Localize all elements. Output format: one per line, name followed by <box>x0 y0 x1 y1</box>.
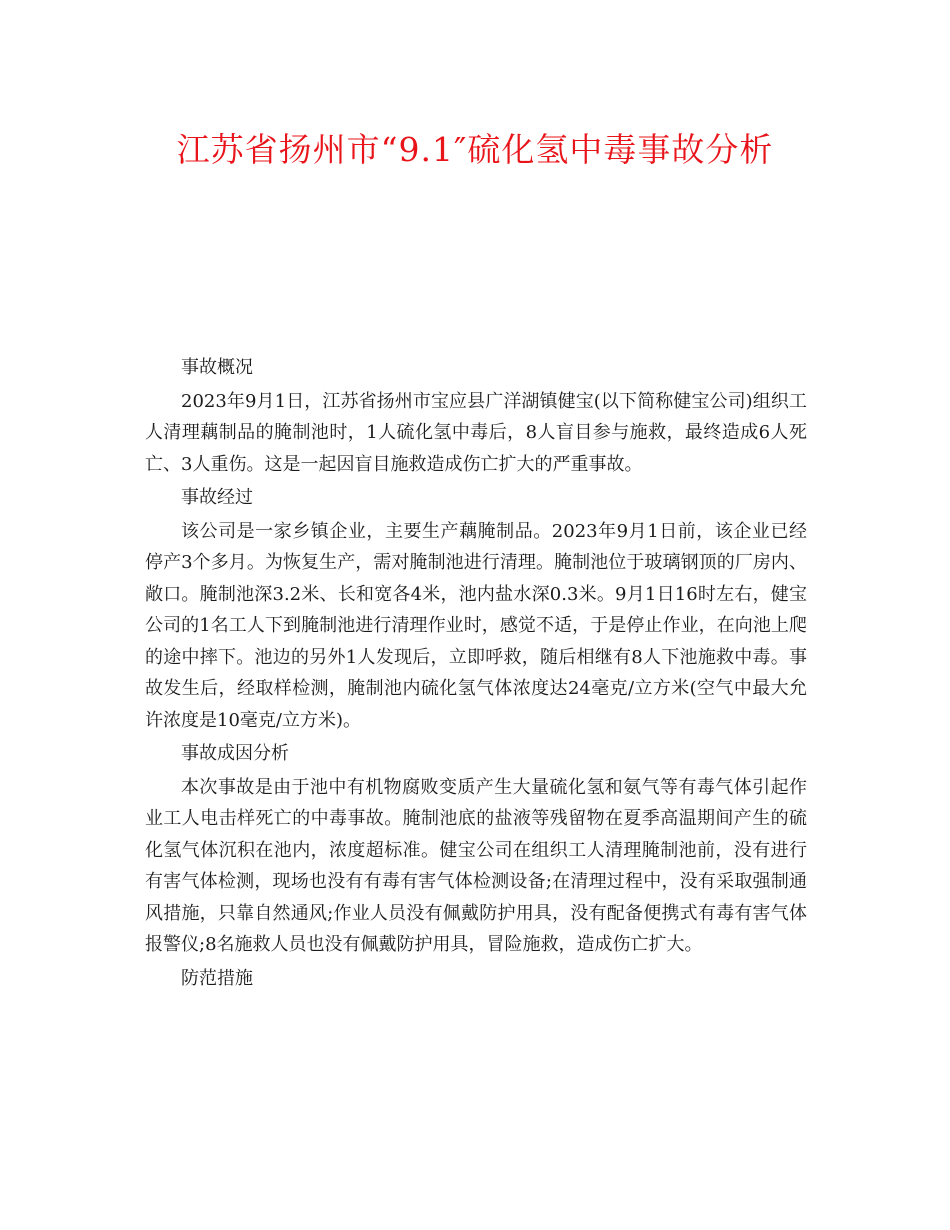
section-heading-process: 事故经过 <box>181 487 253 508</box>
document-body <box>145 350 807 994</box>
section-heading-cause-analysis: 事故成因分析 <box>181 743 289 764</box>
section-paragraph-cause-analysis: 本次事故是由于池中有机物腐败变质产生大量硫化氢和氨气等有毒气体引起作业工人电击样死亡的中毒事故。腌制池底的盐液等残留物在夏季高温期间产生的硫化氢气体沉积在池内，浓度超标准。健宝公司在组织工人清理腌制池前，没有进行有害气体检测，现场也没有有毒有害气体检测设备;在清理过程中，没有采取强制通风措施，只靠自然通风;作业人员没有佩戴防护用具，没有配备便携式有毒有害气体报警仪;8名施救人员也没有佩戴防护用具，冒险施救，造成伤亡扩大。 <box>145 776 807 955</box>
section-heading-overview: 事故概况 <box>181 357 253 378</box>
section-paragraph-process: 该公司是一家乡镇企业，主要生产藕腌制品。2023年9月1日前，该企业已经停产3个多月。为恢复生产，需对腌制池进行清理。腌制池位于玻璃钢顶的厂房内、敞口。腌制池深3.2米、长和宽各4米，池内盐水深0.3米。9月1日16时左右，健宝公司的1名工人下到腌制池进行清理作业时，感觉不适，于是停止作业，在向池上爬的途中摔下。池边的另外1人发现后，立即呼救，随后相继有8人下池施救中毒。事故发生后，经取样检测，腌制池内硫化氢气体浓度达24毫克/立方米(空气中最大允许浓度是10毫克/立方米)。 <box>145 520 807 731</box>
document-title: 江苏省扬州市“9.1″硫化氢中毒事故分析 <box>176 130 774 169</box>
section-paragraph-overview: 2023年9月1日，江苏省扬州市宝应县广洋湖镇健宝(以下简称健宝公司)组织工人清理藕制品的腌制池时，1人硫化氢中毒后，8人盲目参与施救，最终造成6人死亡、3人重伤。这是一起因盲目施救造成伤亡扩大的严重事故。 <box>145 390 807 475</box>
section-heading-prevention: 防范措施 <box>181 967 253 989</box>
